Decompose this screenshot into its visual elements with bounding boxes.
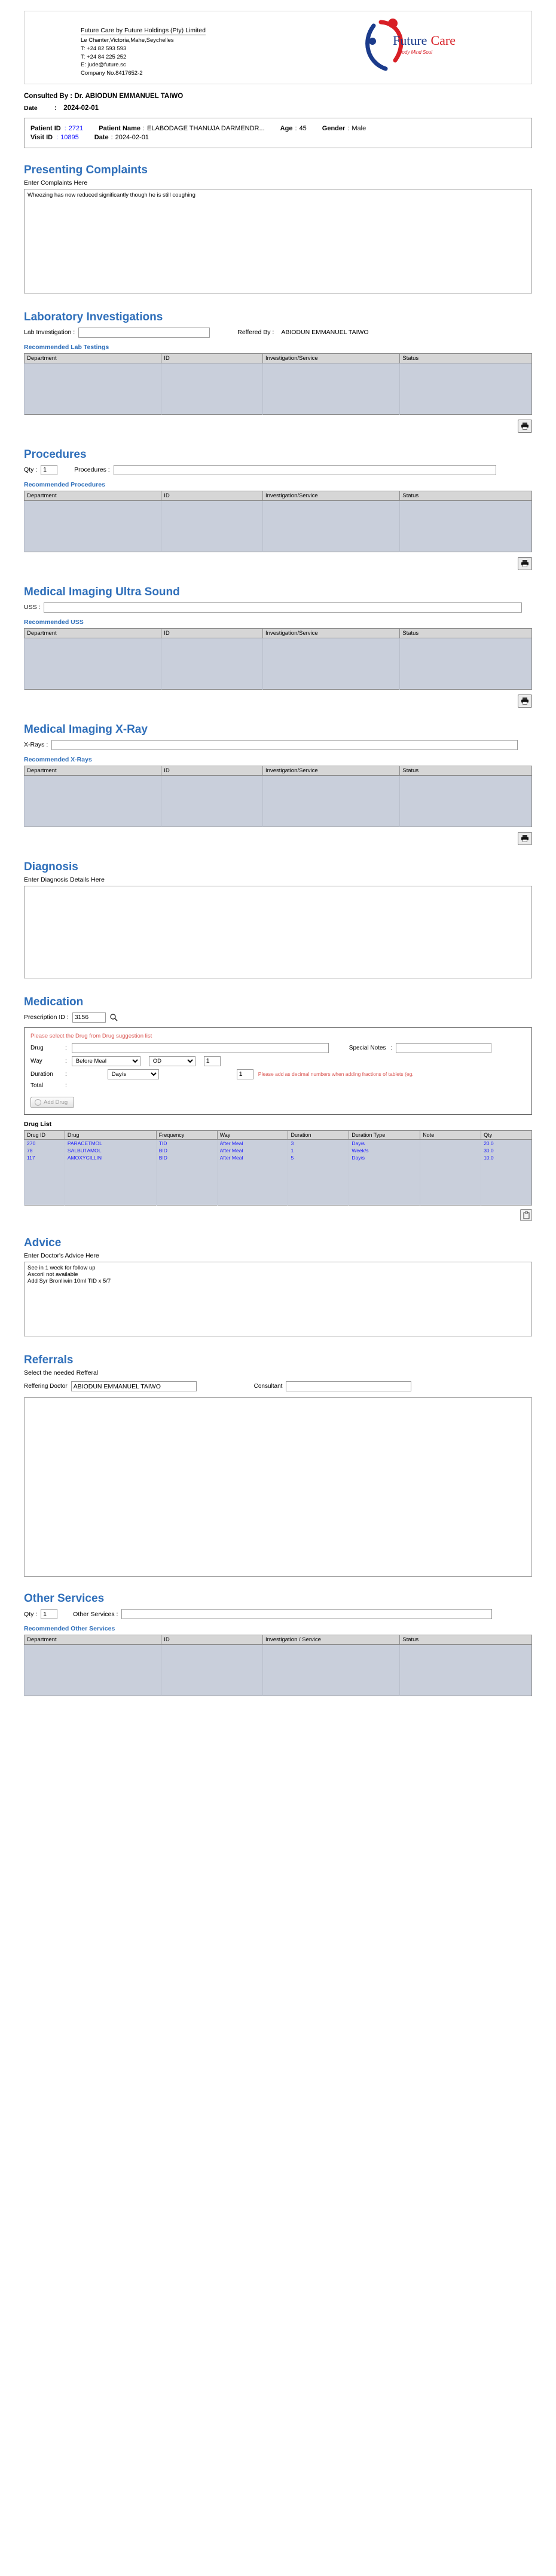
frequency-select[interactable] xyxy=(149,1056,195,1066)
recommended-procedures-label: Recommended Procedures xyxy=(24,481,105,488)
diagnosis-textarea[interactable] xyxy=(24,886,532,978)
drug-cell-name: PARACETMOL xyxy=(65,1139,156,1147)
lab-col-id: ID xyxy=(161,353,263,363)
clinic-company-no: Company No.8417652-2 xyxy=(81,70,143,77)
procedures-col-department: Department xyxy=(25,491,161,500)
other-col-id: ID xyxy=(161,1635,263,1645)
drug-cell-name: SALBUTAMOL xyxy=(65,1147,156,1154)
recommended-xrays-label: Recommended X-Rays xyxy=(24,755,92,763)
visit-id-sep: : xyxy=(56,133,59,141)
drug-cell-note xyxy=(420,1154,481,1161)
letterhead xyxy=(24,11,532,84)
clinic-email: E: jude@future.sc xyxy=(81,62,126,69)
add-circle-icon xyxy=(35,1099,41,1106)
recommended-uss-label: Recommended USS xyxy=(24,618,84,626)
medication-copy-button[interactable] xyxy=(520,1209,532,1221)
prescription-id-row xyxy=(24,1012,532,1023)
drug-col-duration: Duration xyxy=(288,1130,349,1139)
printer-icon xyxy=(521,422,529,430)
total-label: Total xyxy=(30,1082,44,1089)
patient-gender-sep: : xyxy=(347,124,350,132)
drug-cell-duration-type: Week/s xyxy=(349,1147,420,1154)
drug-input[interactable] xyxy=(72,1043,329,1053)
referring-doctor-input[interactable] xyxy=(71,1381,197,1391)
complaints-sub-label: Enter Complaints Here xyxy=(24,179,88,186)
way-row: Way : Before Meal OD 1 xyxy=(30,1056,526,1066)
clipboard-icon xyxy=(523,1211,530,1219)
drug-cell-qty: 10.0 xyxy=(481,1154,532,1161)
lab-investigation-input[interactable] xyxy=(78,328,210,338)
diagnosis-heading: Diagnosis xyxy=(24,860,78,873)
uss-print-button[interactable] xyxy=(518,695,532,708)
table-row xyxy=(25,363,532,414)
advice-heading: Advice xyxy=(24,1237,62,1250)
drug-col-name: Drug xyxy=(65,1130,156,1139)
procedures-col-service: Investigation/Service xyxy=(263,491,400,500)
drug-cell-way: After Meal xyxy=(217,1147,288,1154)
referral-selection-box[interactable] xyxy=(24,1397,532,1577)
consultant-label: Consultant xyxy=(253,1383,283,1390)
drug-cell-duration: 3 xyxy=(288,1139,349,1147)
uss-field-label: USS : xyxy=(24,604,41,611)
lab-col-service: Investigation/Service xyxy=(263,353,400,363)
drug-cell-frequency: BID xyxy=(156,1147,217,1154)
drug-cell-way: After Meal xyxy=(217,1139,288,1147)
table-row[interactable] xyxy=(25,1139,532,1147)
xray-col-service: Investigation/Service xyxy=(263,766,400,775)
diagnosis-sub-label: Enter Diagnosis Details Here xyxy=(24,876,105,883)
xray-table xyxy=(24,766,532,827)
drug-cell-duration: 1 xyxy=(288,1147,349,1154)
drug-cell-id: 270 xyxy=(25,1139,65,1147)
visit-id-label: Visit ID xyxy=(30,133,53,141)
lab-results-table xyxy=(24,353,532,415)
patient-age-label: Age xyxy=(280,124,293,132)
printer-icon xyxy=(521,697,529,705)
patient-name-sep: : xyxy=(142,124,145,132)
medication-heading: Medication xyxy=(24,995,84,1008)
consultation-page xyxy=(0,11,556,1714)
duration-type-select[interactable] xyxy=(108,1069,159,1079)
logo-text-future: Future xyxy=(393,33,427,48)
procedures-col-status: Status xyxy=(400,491,532,500)
patient-name-value: ELABODAGE THANUJA DARMENDR... xyxy=(147,124,265,132)
drug-list-label: Drug List xyxy=(24,1120,52,1128)
patient-age-sep: : xyxy=(295,124,297,132)
lab-investigation-label: Lab Investigation : xyxy=(24,329,75,336)
patient-id-label: Patient ID xyxy=(30,124,61,132)
procedures-qty-input[interactable] xyxy=(41,465,57,475)
drug-cell-duration-type: Day/s xyxy=(349,1139,420,1147)
table-row[interactable] xyxy=(25,1147,532,1154)
clinic-name: Future Care by Future Holdings (Pty) Limited xyxy=(81,27,206,34)
other-services-input[interactable] xyxy=(121,1609,492,1619)
procedures-heading: Procedures xyxy=(24,448,87,461)
procedures-input[interactable] xyxy=(114,465,496,475)
consult-date-label: Date xyxy=(24,104,38,112)
uss-col-status: Status xyxy=(400,628,532,638)
table-row xyxy=(25,1161,532,1206)
referring-doctor-label: Reffering Doctor xyxy=(24,1383,68,1390)
decimal-note: Please add as decimal numbers when adding fractions of tablets (eg. xyxy=(258,1071,414,1078)
procedures-qty-label: Qty : xyxy=(24,466,38,474)
other-services-qty-input[interactable] xyxy=(41,1609,57,1619)
printer-icon xyxy=(521,834,529,842)
uss-col-service: Investigation/Service xyxy=(263,628,400,638)
drug-col-duration-type: Duration Type xyxy=(349,1130,420,1139)
xray-col-status: Status xyxy=(400,766,532,775)
drug-cell-qty: 30.0 xyxy=(481,1147,532,1154)
consulting-doctor-name: Dr. ABIODUN EMMANUEL TAIWO xyxy=(74,92,184,100)
lab-col-department: Department xyxy=(25,353,161,363)
search-icon xyxy=(109,1013,118,1021)
table-row[interactable] xyxy=(25,1154,532,1161)
recommended-other-services-label: Recommended Other Services xyxy=(24,1625,115,1633)
advice-textarea[interactable] xyxy=(24,1262,532,1336)
clinic-address-line: Le Chanter,Victoria,Mahe,Seychelles xyxy=(81,37,174,44)
patient-age-value: 45 xyxy=(299,124,307,132)
uss-col-id: ID xyxy=(161,628,263,638)
other-services-field-label: Other Services : xyxy=(73,1610,118,1618)
advice-sub-label: Enter Doctor's Advice Here xyxy=(24,1252,99,1260)
drug-cell-note xyxy=(420,1147,481,1154)
clinic-logo xyxy=(356,17,523,75)
referrals-heading: Referrals xyxy=(24,1354,74,1367)
drug-col-frequency: Frequency xyxy=(156,1130,217,1139)
procedures-table xyxy=(24,491,532,552)
visit-date-sep: : xyxy=(111,133,113,141)
other-col-status: Status xyxy=(400,1635,532,1645)
clinic-phone-1: T: +24 82 593 593 xyxy=(81,45,127,52)
special-notes-label: Special Notes xyxy=(349,1044,386,1051)
consult-date-row xyxy=(24,105,532,112)
xray-input[interactable] xyxy=(51,740,518,750)
patient-id-value: 2721 xyxy=(68,124,84,132)
consult-date-sep: : xyxy=(54,104,57,112)
consult-date-value: 2024-02-01 xyxy=(63,104,99,112)
medication-entry-panel xyxy=(24,1027,532,1115)
procedures-print-button[interactable] xyxy=(518,557,532,570)
add-drug-button-label: Add Drug xyxy=(44,1099,68,1106)
patient-row-1 xyxy=(30,125,526,132)
consulted-by-row xyxy=(24,93,532,100)
drug-cell-frequency: BID xyxy=(156,1154,217,1161)
visit-date-label: Date xyxy=(94,133,109,141)
way-qty-input[interactable] xyxy=(204,1056,221,1066)
other-col-service: Investigation / Service xyxy=(263,1635,400,1645)
procedures-col-id: ID xyxy=(161,491,263,500)
visit-id-value: 10895 xyxy=(60,133,79,141)
uss-col-department: Department xyxy=(25,628,161,638)
drug-col-way: Way xyxy=(217,1130,288,1139)
drug-cell-id: 117 xyxy=(25,1154,65,1161)
procedures-field-label: Procedures : xyxy=(74,466,110,474)
lab-referred-by-label: Reffered By : xyxy=(237,329,274,336)
drug-cell-frequency: TID xyxy=(156,1139,217,1147)
patient-gender-value: Male xyxy=(352,124,366,132)
complaints-textarea[interactable] xyxy=(24,189,532,293)
drug-cell-duration-type: Day/s xyxy=(349,1154,420,1161)
xray-col-department: Department xyxy=(25,766,161,775)
drug-cell-note xyxy=(420,1139,481,1147)
drug-cell-id: 78 xyxy=(25,1147,65,1154)
other-services-heading: Other Services xyxy=(24,1592,105,1605)
duration-label: Duration xyxy=(30,1070,53,1078)
other-services-table xyxy=(24,1635,532,1696)
xray-field-label: X-Rays : xyxy=(24,741,48,749)
drug-cell-duration: 5 xyxy=(288,1154,349,1161)
table-row xyxy=(25,1645,532,1696)
way-select[interactable] xyxy=(72,1056,140,1066)
lab-col-status: Status xyxy=(400,353,532,363)
medical-imaging-xray-heading: Medical Imaging X-Ray xyxy=(24,723,148,736)
duration-qty-input[interactable] xyxy=(237,1069,253,1079)
special-notes-input[interactable] xyxy=(396,1043,491,1053)
table-row xyxy=(25,500,532,552)
drug-list-table xyxy=(24,1130,532,1206)
other-services-qty-label: Qty : xyxy=(24,1610,38,1618)
logo-tagline: Body Mind Soul xyxy=(399,50,433,55)
add-drug-button[interactable] xyxy=(30,1097,74,1108)
medical-imaging-uss-heading: Medical Imaging Ultra Sound xyxy=(24,585,180,598)
table-row xyxy=(25,775,532,827)
clinic-phone-2: T: +24 84 225 252 xyxy=(81,53,127,60)
printer-icon xyxy=(521,559,529,567)
other-col-department: Department xyxy=(25,1635,161,1645)
lab-print-button[interactable] xyxy=(518,420,532,433)
uss-table xyxy=(24,628,532,690)
presenting-complaints-heading: Presenting Complaints xyxy=(24,163,148,176)
drug-label: Drug xyxy=(30,1044,44,1051)
duration-row: Duration : Day/s 1 Please add as decimal numbers when adding fractions of tablets (eg. xyxy=(30,1069,526,1079)
drug-selection-warning: Please select the Drug from Drug suggestion list xyxy=(30,1032,152,1039)
drug-cell-qty: 20.0 xyxy=(481,1139,532,1147)
prescription-search-button[interactable] xyxy=(109,1013,118,1021)
uss-input[interactable] xyxy=(44,602,522,613)
way-label: Way xyxy=(30,1057,42,1064)
consultant-input[interactable] xyxy=(286,1381,411,1391)
visit-date-value: 2024-02-01 xyxy=(115,133,149,141)
total-row: Total : xyxy=(30,1082,67,1089)
drug-col-note: Note xyxy=(420,1130,481,1139)
patient-row-2 xyxy=(30,134,526,141)
table-row xyxy=(25,638,532,689)
xray-print-button[interactable] xyxy=(518,832,532,845)
drug-col-id: Drug ID xyxy=(25,1130,65,1139)
laboratory-investigations-heading: Laboratory Investigations xyxy=(24,310,163,323)
consulted-by-label: Consulted By : xyxy=(24,92,73,100)
prescription-id-label: Prescription ID : xyxy=(24,1014,69,1021)
xray-col-id: ID xyxy=(161,766,263,775)
prescription-id-input[interactable] xyxy=(72,1012,106,1023)
lab-referred-by-value: ABIODUN EMMANUEL TAIWO xyxy=(281,329,369,336)
patient-info-box xyxy=(24,118,532,148)
clinic-info xyxy=(33,17,206,78)
referrals-sub-label: Select the needed Refferal xyxy=(24,1369,99,1377)
patient-id-sep: : xyxy=(64,124,66,132)
drug-cell-way: After Meal xyxy=(217,1154,288,1161)
drug-col-qty: Qty xyxy=(481,1130,532,1139)
drug-cell-name: AMOXYCILLIN xyxy=(65,1154,156,1161)
recommended-lab-testings-label: Recommended Lab Testings xyxy=(24,343,109,351)
drug-row: Drug : Special Notes : xyxy=(30,1043,526,1053)
patient-name-label: Patient Name xyxy=(99,124,140,132)
patient-gender-label: Gender xyxy=(322,124,346,132)
logo-text-care: Care xyxy=(430,33,456,48)
